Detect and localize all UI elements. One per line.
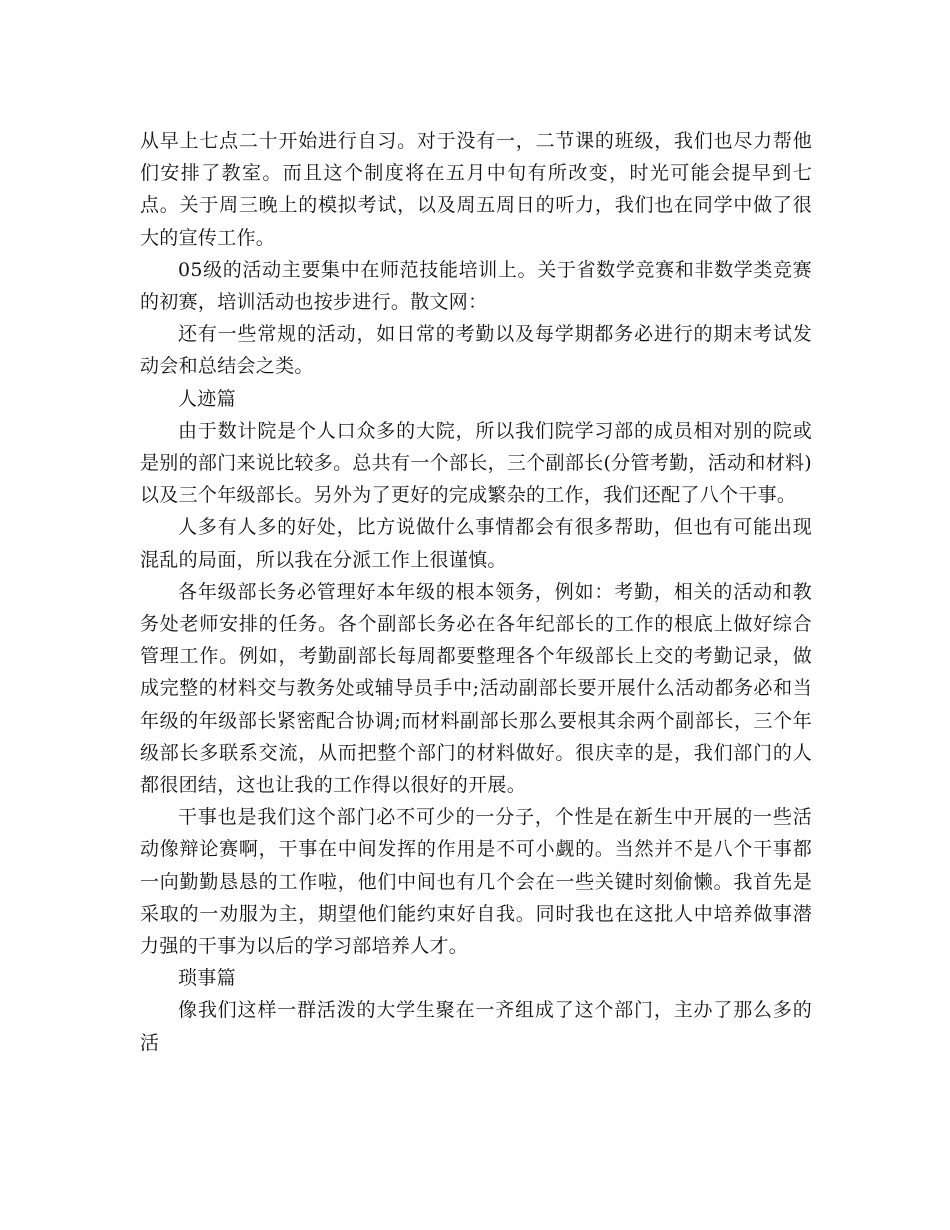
paragraph-many-people: 人多有人多的好处，比方说做什么事情都会有很多帮助，但也有可能出现混乱的局面，所以我在分派工作上很谨慎。 — [140, 516, 812, 571]
section-heading-trivia: 琐事篇 — [178, 967, 236, 990]
paragraph-trivia-intro: 像我们这样一群活泼的大学生聚在一齐组成了这个部门，主办了那么多的活 — [140, 999, 812, 1054]
paragraph-05-activities: 05级的活动主要集中在师范技能培训上。关于省数学竞赛和非数学类竞赛的初赛，培训活动也按步进行。散文网： — [140, 258, 812, 314]
section-heading-people: 人迹篇 — [178, 387, 236, 410]
document-body — [140, 125, 812, 1059]
paragraph-continuation: 从早上七点二十开始进行自习。对于没有一，二节课的班级，我们也尽力帮他们安排了教室。而且这个制度将在五月中旬有所改变，时光可能会提早到七点。关于周三晚上的模拟考试，以及周五周日的听力，我们也在同学中做了很大的宣传工作。 — [140, 130, 812, 249]
paragraph-officers: 干事也是我们这个部门必不可少的一分子，个性是在新生中开展的一些活动像辩论赛啊，干事在中间发挥的作用是不可小觑的。当然并不是八个干事都一向勤勤恳恳的工作啦，他们中间也有几个会在一些关键时刻偷懒。我首先是采取的一劝服为主，期望他们能约束好自我。同时我也在这批人中培养做事潜力强的干事为以后的学习部培养人才。 — [140, 806, 812, 958]
paragraph-routine-activities: 还有一些常规的活动，如日常的考勤以及每学期都务必进行的期末考试发动会和总结会之类。 — [140, 323, 812, 378]
paragraph-department-members: 由于数计院是个人口众多的大院，所以我们院学习部的成员相对别的院或是别的部门来说比较多。总共有一个部长，三个副部长(分管考勤，活动和材料)以及三个年级部长。另外为了更好的完成繁杂的工作，我们还配了八个干事。 — [140, 419, 812, 507]
paragraph-grade-ministers: 各年级部长务必管理好本年级的根本领务，例如：考勤，相关的活动和教务处老师安排的任务。各个副部长务必在各年纪部长的工作的根底上做好综合管理工作。例如，考勤副部长每周都要整理各个年级部长上交的考勤记录，做成完整的材料交与教务处或辅导员手中;活动副部长要开展什么活动都务必和当年级的年级部长紧密配合协调;而材料副部长那么要根其余两个副部长，三个年级部长多联系交流，从而把整个部门的材料做好。很庆幸的是，我们部门的人都很团结，这也让我的工作得以很好的开展。 — [140, 580, 812, 797]
